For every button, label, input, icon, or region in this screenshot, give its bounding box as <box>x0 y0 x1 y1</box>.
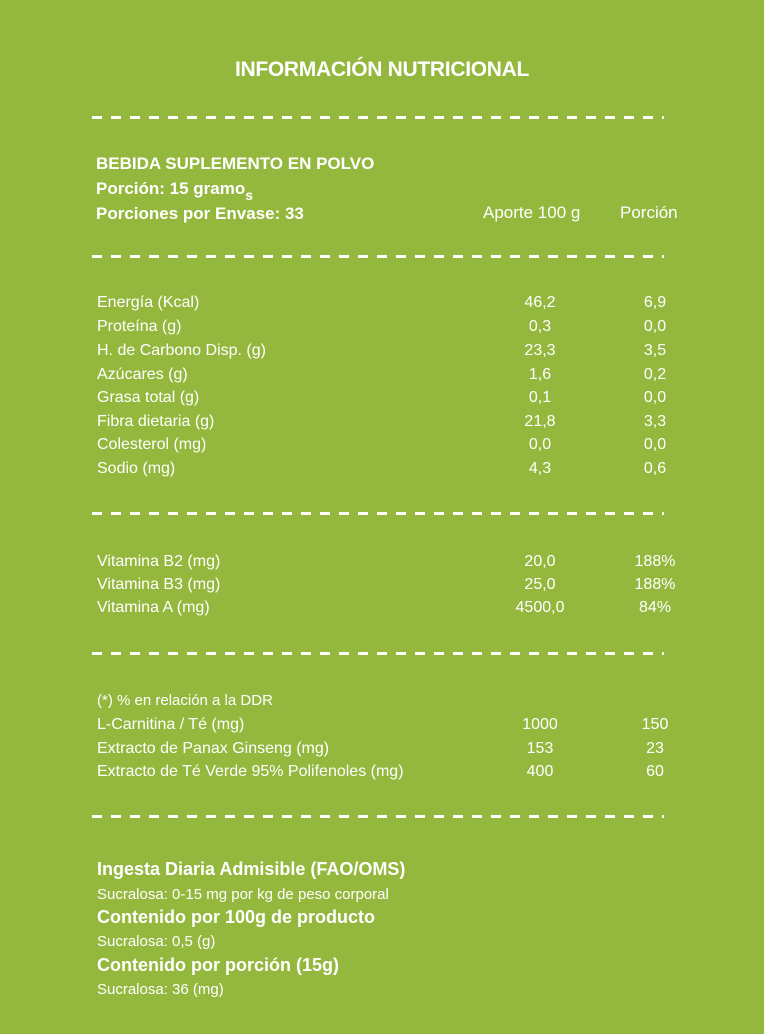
table-row <box>0 763 764 787</box>
table-row <box>0 576 764 600</box>
vitamin-label: Vitamina B2 (mg) <box>97 553 221 570</box>
nutrient-label: Azúcares (g) <box>97 366 188 383</box>
nutrient-per100: 0,3 <box>528 318 552 335</box>
servings-per-container: Porciones por Envase: 33 <box>96 204 304 223</box>
divider <box>92 116 664 119</box>
vitamin-per100: 25,0 <box>524 576 556 593</box>
extract-per100: 1000 <box>522 716 558 733</box>
nutrient-per100: 1,6 <box>528 366 552 383</box>
nutrient-label: Colesterol (mg) <box>97 436 207 453</box>
table-row <box>0 716 764 740</box>
divider <box>92 652 664 655</box>
nutrient-per100: 21,8 <box>524 413 556 430</box>
extract-label: Extracto de Panax Ginseng (mg) <box>97 740 330 757</box>
table-row <box>0 294 764 318</box>
table-row <box>0 413 764 437</box>
table-row <box>0 318 764 342</box>
nutrient-portion: 0,0 <box>643 318 667 335</box>
vitamin-label: Vitamina A (mg) <box>97 599 210 616</box>
page-title: INFORMACIÓN NUTRICIONAL <box>234 58 530 81</box>
extract-label: Extracto de Té Verde 95% Polifenoles (mg) <box>97 763 404 780</box>
portion-size-suffix: s <box>245 187 254 203</box>
vitamin-portion: 188% <box>634 553 676 570</box>
nutrient-per100: 4,3 <box>528 460 552 477</box>
portion-title: Contenido por porción (15g) <box>97 955 339 975</box>
extract-portion: 60 <box>646 763 664 780</box>
nutrient-label: Sodio (mg) <box>97 460 176 477</box>
portion-size-text: Porción: 15 gramo <box>96 179 246 198</box>
extract-per100: 400 <box>526 763 554 780</box>
ida-text: Sucralosa: 0-15 mg por kg de peso corporal <box>97 886 389 903</box>
extract-per100: 153 <box>526 740 554 757</box>
nutrient-label: Fibra dietaria (g) <box>97 413 215 430</box>
nutrient-portion: 6,9 <box>643 294 667 311</box>
nutrient-per100: 23,3 <box>524 342 556 359</box>
table-row <box>0 366 764 390</box>
product-name: BEBIDA SUPLEMENTO EN POLVO <box>96 154 375 173</box>
vitamin-label: Vitamina B3 (mg) <box>97 576 221 593</box>
table-row <box>0 740 764 764</box>
nutrient-portion: 3,5 <box>643 342 667 359</box>
nutrient-per100: 46,2 <box>524 294 556 311</box>
column-header-per100: Aporte 100 g <box>483 203 581 222</box>
nutrient-label: Energía (Kcal) <box>97 294 200 311</box>
per100-text: Sucralosa: 0,5 (g) <box>97 933 216 950</box>
table-row <box>0 436 764 460</box>
nutrient-label: H. de Carbono Disp. (g) <box>97 342 266 359</box>
ddr-note: (*) % en relación a la DDR <box>97 692 273 709</box>
portion-size <box>96 179 254 203</box>
table-row <box>0 599 764 623</box>
nutrient-per100: 0,1 <box>528 389 552 406</box>
column-header-portion: Porción <box>620 203 678 222</box>
ida-title: Ingesta Diaria Admisible (FAO/OMS) <box>97 859 406 879</box>
table-row <box>0 460 764 484</box>
nutrient-portion: 3,3 <box>643 413 667 430</box>
nutrient-portion: 0,0 <box>643 389 667 406</box>
divider <box>92 255 664 258</box>
nutrient-label: Proteína (g) <box>97 318 182 335</box>
divider <box>92 512 664 515</box>
extract-portion: 23 <box>646 740 664 757</box>
vitamin-per100: 4500,0 <box>515 599 565 616</box>
vitamin-portion: 188% <box>634 576 676 593</box>
nutrient-portion: 0,2 <box>643 366 667 383</box>
table-row <box>0 342 764 366</box>
nutrient-label: Grasa total (g) <box>97 389 200 406</box>
nutrient-portion: 0,0 <box>643 436 667 453</box>
vitamin-portion: 84% <box>638 599 672 616</box>
extract-label: L-Carnitina / Té (mg) <box>97 716 245 733</box>
extract-portion: 150 <box>641 716 669 733</box>
table-row <box>0 389 764 413</box>
per100-title: Contenido por 100g de producto <box>97 907 375 927</box>
portion-text: Sucralosa: 36 (mg) <box>97 981 224 998</box>
nutrient-per100: 0,0 <box>528 436 552 453</box>
vitamin-per100: 20,0 <box>524 553 556 570</box>
table-row <box>0 553 764 577</box>
nutrient-portion: 0,6 <box>643 460 667 477</box>
divider <box>92 815 664 818</box>
